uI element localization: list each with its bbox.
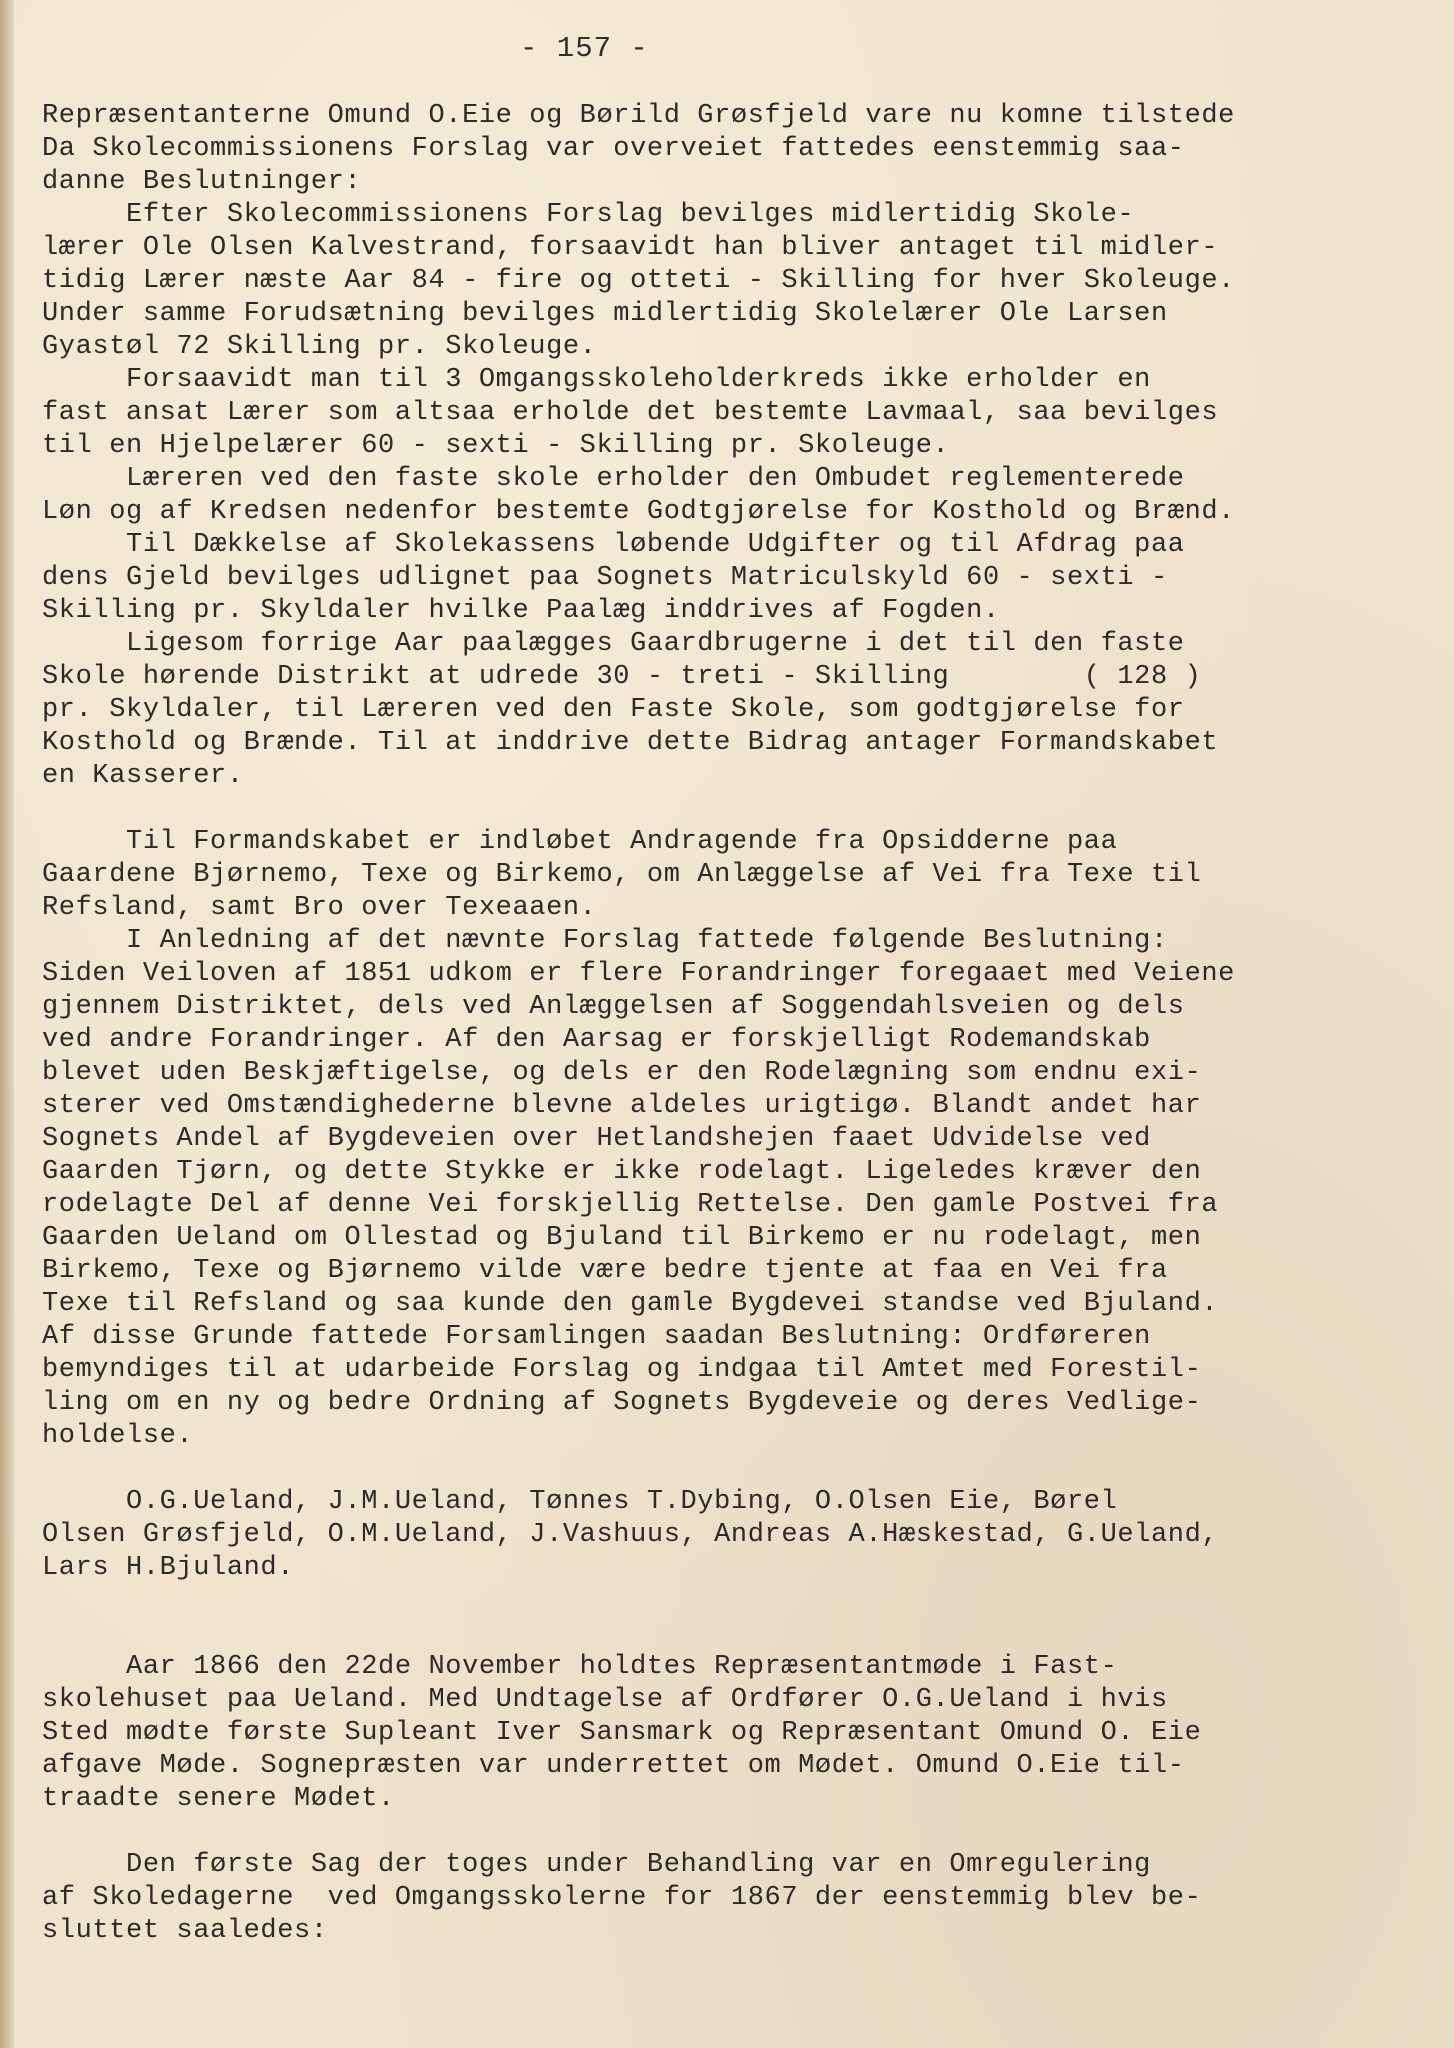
page-number: - 157 -	[520, 32, 649, 65]
text-line: tidig Lærer næste Aar 84 - fire og otteti - Skilling for hver Skoleuge.	[42, 266, 1235, 296]
text-line: af Skoledagerne ved Omgangsskolerne for 1867 der eenstemmig blev be-	[42, 1883, 1202, 1913]
text-line: Da Skolecommissionens Forslag var overveiet fattedes eenstemmig saa-	[42, 134, 1185, 164]
text-line: Sognets Andel af Bygdeveien over Hetlandshejen faaet Udvidelse ved	[42, 1124, 1151, 1154]
text-line: Olsen Grøsfjeld, O.M.Ueland, J.Vashuus, Andreas A.Hæskestad, G.Ueland,	[42, 1520, 1219, 1550]
text-line: holdelse.	[42, 1421, 194, 1451]
text-line: sterer ved Omstændighederne blevne aldeles urigtigø. Blandt andet har	[42, 1091, 1202, 1121]
text-line: Aar 1866 den 22de November holdtes Repræsentantmøde i Fast-	[42, 1652, 1118, 1682]
text-line: Gaarden Tjørn, og dette Stykke er ikke rodelagt. Ligeledes kræver den	[42, 1157, 1202, 1187]
text-line: Til Formandskabet er indløbet Andragende fra Opsidderne paa	[42, 827, 1118, 857]
paragraph-signatures	[42, 1486, 1432, 1585]
paragraph-spacer	[42, 1453, 1432, 1486]
paragraph-school-days	[42, 1849, 1432, 1948]
text-line: Skilling pr. Skyldaler hvilke Paalæg inddrives af Fogden.	[42, 596, 1000, 626]
text-line: danne Beslutninger:	[42, 167, 362, 197]
text-line: Efter Skolecommissionens Forslag bevilges midlertidig Skole-	[42, 200, 1135, 230]
text-line: traadte senere Mødet.	[42, 1784, 395, 1814]
text-line: Birkemo, Texe og Bjørnemo vilde være bedre tjente at faa en Vei fra	[42, 1256, 1168, 1286]
text-line: ved andre Forandringer. Af den Aarsag er forskjelligt Rodemandskab	[42, 1025, 1151, 1055]
text-line: Kosthold og Brænde. Til at inddrive dette Bidrag antager Formandskabet	[42, 728, 1219, 758]
text-line: fast ansat Lærer som altsaa erholde det bestemte Lavmaal, saa bevilges	[42, 398, 1219, 428]
paragraph-road-petition	[42, 826, 1432, 1453]
text-line: Den første Sag der toges under Behandling var en Omregulering	[42, 1850, 1151, 1880]
text-line: en Kasserer.	[42, 761, 244, 791]
text-line: Repræsentanterne Omund O.Eie og Børild Grøsfjeld vare nu komne tilstede	[42, 101, 1235, 131]
text-line: Læreren ved den faste skole erholder den Ombudet reglementerede	[42, 464, 1185, 494]
paragraph-spacer	[42, 793, 1432, 826]
paragraph-spacer	[42, 1585, 1432, 1651]
text-line: Skole hørende Distrikt at udrede 30 - treti - Skilling ( 128 )	[42, 662, 1202, 692]
text-line: Gaardene Bjørnemo, Texe og Birkemo, om Anlæggelse af Vei fra Texe til	[42, 860, 1202, 890]
text-line: pr. Skyldaler, til Læreren ved den Faste Skole, som godtgjørelse for	[42, 695, 1185, 725]
text-line: O.G.Ueland, J.M.Ueland, Tønnes T.Dybing, O.Olsen Eie, Børel	[42, 1487, 1118, 1517]
paragraph-meeting-1866	[42, 1651, 1432, 1816]
text-line: Lars H.Bjuland.	[42, 1553, 295, 1583]
text-line: Ligesom forrige Aar paalægges Gaardbrugerne i det til den faste	[42, 629, 1185, 659]
text-line: lærer Ole Olsen Kalvestrand, forsaavidt han bliver antaget til midler-	[42, 233, 1219, 263]
text-line: afgave Møde. Sognepræsten var underrettet om Mødet. Omund O.Eie til-	[42, 1751, 1185, 1781]
text-line: Forsaavidt man til 3 Omgangsskoleholderkreds ikke erholder en	[42, 365, 1151, 395]
text-line: Sted mødte første Supleant Iver Sansmark og Repræsentant Omund O. Eie	[42, 1718, 1202, 1748]
text-line: Til Dækkelse af Skolekassens løbende Udgifter og til Afdrag paa	[42, 530, 1185, 560]
text-line: Gaarden Ueland om Ollestad og Bjuland til Birkemo er nu rodelagt, men	[42, 1223, 1202, 1253]
paragraph-school-commission	[42, 100, 1432, 793]
text-line: Gyastøl 72 Skilling pr. Skoleuge.	[42, 332, 597, 362]
text-line: gjennem Distriktet, dels ved Anlæggelsen af Soggendahlsveien og dels	[42, 992, 1185, 1022]
text-line: ling om en ny og bedre Ordning af Sognets Bygdeveie og deres Vedlige-	[42, 1388, 1202, 1418]
text-line: blevet uden Beskjæftigelse, og dels er den Rodelægning som endnu exi-	[42, 1058, 1202, 1088]
text-line: bemyndiges til at udarbeide Forslag og indgaa til Amtet med Forestil-	[42, 1355, 1202, 1385]
text-line: Af disse Grunde fattede Forsamlingen saadan Beslutning: Ordføreren	[42, 1322, 1151, 1352]
text-line: Refsland, samt Bro over Texeaaen.	[42, 893, 597, 923]
document-body	[42, 100, 1432, 1948]
text-line: Under samme Forudsætning bevilges midlertidig Skolelærer Ole Larsen	[42, 299, 1168, 329]
text-line: I Anledning af det nævnte Forslag fattede følgende Beslutning:	[42, 926, 1168, 956]
text-line: skolehuset paa Ueland. Med Undtagelse af Ordfører O.G.Ueland i hvis	[42, 1685, 1168, 1715]
text-line: Texe til Refsland og saa kunde den gamle Bygdevei standse ved Bjuland.	[42, 1289, 1219, 1319]
text-line: dens Gjeld bevilges udlignet paa Sognets Matriculskyld 60 - sexti -	[42, 563, 1168, 593]
text-line: rodelagte Del af denne Vei forskjellig Rettelse. Den gamle Postvei fra	[42, 1190, 1219, 1220]
text-line: til en Hjelpelærer 60 - sexti - Skilling pr. Skoleuge.	[42, 431, 950, 461]
text-line: sluttet saaledes:	[42, 1916, 328, 1946]
text-line: Løn og af Kredsen nedenfor bestemte Godtgjørelse for Kosthold og Brænd.	[42, 497, 1235, 527]
paragraph-spacer	[42, 1816, 1432, 1849]
page-binding-edge	[0, 0, 14, 2048]
text-line: Siden Veiloven af 1851 udkom er flere Forandringer foregaaet med Veiene	[42, 959, 1235, 989]
